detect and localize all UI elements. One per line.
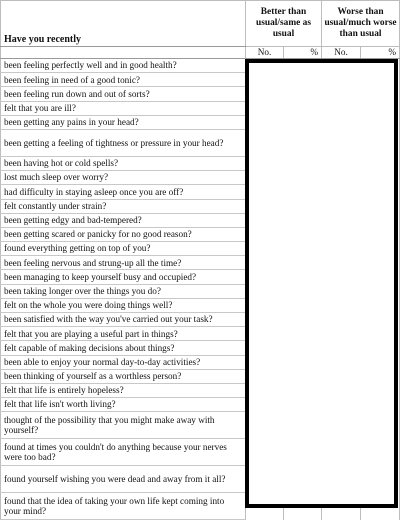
- subheader-better-no: No.: [246, 47, 284, 59]
- question-text: been having hot or cold spells?: [1, 156, 246, 170]
- question-text: found everything getting on top of you?: [1, 242, 246, 256]
- question-text: been thinking of yourself as a worthless person?: [1, 369, 246, 383]
- question-text: felt constantly under strain?: [1, 199, 246, 213]
- subheader-worse-no: No.: [322, 47, 361, 59]
- question-text: been getting a feeling of tightness or pressure in your head?: [1, 129, 246, 156]
- question-text: been feeling perfectly well and in good health?: [1, 59, 246, 73]
- subheader-spacer: [1, 47, 246, 59]
- blank-answer-frame: [245, 59, 398, 508]
- question-text: found that the idea of taking your own life kept coming into your mind?: [1, 493, 246, 520]
- column-header-worse: Worse than usual/much worse than usual: [322, 1, 400, 47]
- question-text: found at times you couldn't do anything because your nerves were too bad?: [1, 439, 246, 466]
- question-text: felt capable of making decisions about things?: [1, 341, 246, 355]
- question-text: felt that you are playing a useful part in things?: [1, 327, 246, 341]
- question-text: found yourself wishing you were dead and away from it all?: [1, 466, 246, 493]
- subheader-better-pct: %: [284, 47, 322, 59]
- question-text: felt that life is entirely hopeless?: [1, 383, 246, 397]
- question-text: been getting scared or panicky for no good reason?: [1, 227, 246, 241]
- column-header-question: Have you recently: [1, 1, 246, 47]
- question-text: been feeling nervous and strung-up all the time?: [1, 256, 246, 270]
- question-text: felt that you are ill?: [1, 101, 246, 115]
- column-header-better: Better than usual/same as usual: [246, 1, 322, 47]
- question-text: felt that life isn't worth living?: [1, 398, 246, 412]
- question-text: felt on the whole you were doing things well?: [1, 298, 246, 312]
- question-text: thought of the possibility that you might make away with yourself?: [1, 412, 246, 439]
- question-text: been getting edgy and bad-tempered?: [1, 213, 246, 227]
- subheader-worse-pct: %: [361, 47, 400, 59]
- question-text: been feeling run down and out of sorts?: [1, 87, 246, 101]
- question-text: lost much sleep over worry?: [1, 171, 246, 185]
- question-text: been taking longer over the things you do?: [1, 284, 246, 298]
- question-text: been managing to keep yourself busy and occupied?: [1, 270, 246, 284]
- question-text: been satisfied with the way you've carried out your task?: [1, 313, 246, 327]
- question-text: been getting any pains in your head?: [1, 115, 246, 129]
- question-text: been feeling in need of a good tonic?: [1, 73, 246, 87]
- question-text: been able to enjoy your normal day-to-day activities?: [1, 355, 246, 369]
- question-text: had difficulty in staying asleep once you are off?: [1, 185, 246, 199]
